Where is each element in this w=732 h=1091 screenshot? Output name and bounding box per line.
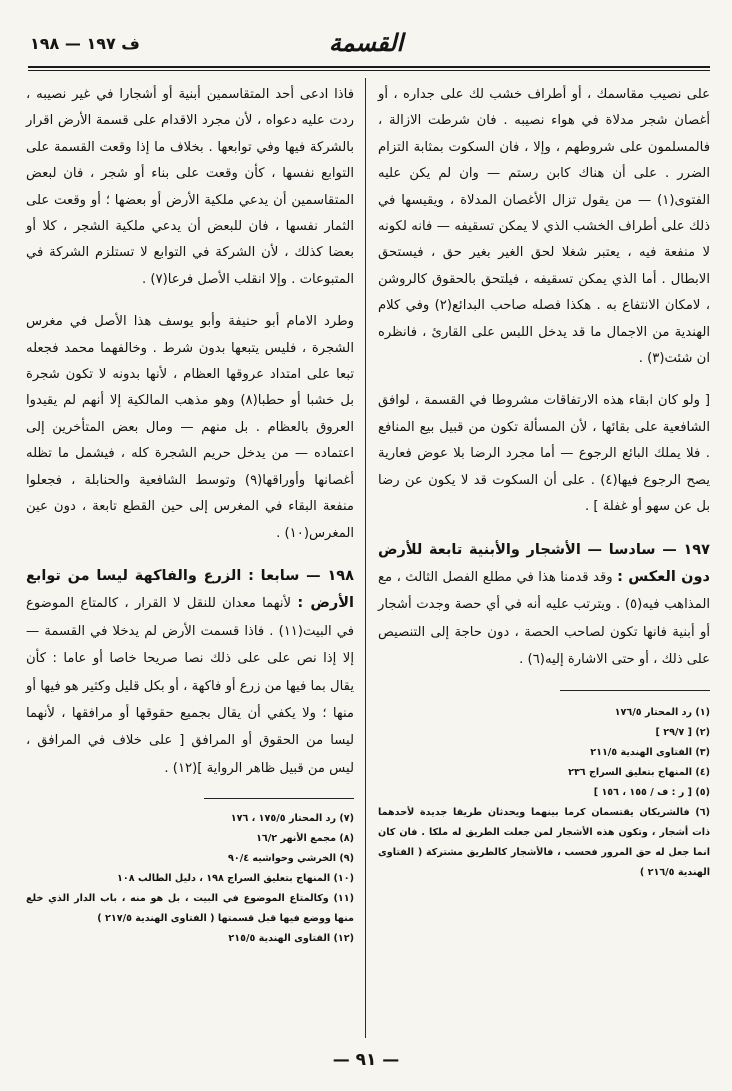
footnote-3: (٣) الفتاوى الهندية ٢١١/٥: [590, 746, 710, 758]
header-title: القسمة: [328, 28, 404, 57]
page-number: — ٩١ —: [332, 1050, 400, 1070]
left-paragraph-2: وطرد الامام أبو حنيفة وأبو يوسف هذا الأصل في مغرس الشجرة ، فليس يتبعها بدون شرط . وخالفهما محمد فجعله تبعا على امتداد عروقها العظام ، لأنها بدونه لا تكون شجرة بل خشبا أو حطبا(٨) وهو مذهب المالكية إلا أنهم لم يقيدوا العروق بالعظام . بل منهم — ومال بعض المتأخرين إلى اعتماده — من يدخل حريم الشجرة كله ، فيشمل ما تظله أغصانها وأوراقها(٩) وتوسط الشافعية والحنابلة ، فجعلوا منفعة البقاء في المغرس إلى حين القطع تابعة ، دون عين المغرس(١٠) .: [26, 314, 354, 541]
header-rule-thin: [28, 70, 710, 71]
section-197: [378, 537, 710, 674]
footnote-2: (٢) [ ٢٩/٧ ]: [655, 726, 710, 738]
footnote-12: (١٢) الفتاوى الهندية ٢١٥/٥: [228, 933, 354, 945]
left-paragraph-1: فاذا ادعى أحد المتقاسمين أبنية أو أشجارا في غير نصيبه ، ردت عليه دعواه ، لأن مجرد الاقدام على قسمة الأرض اقرار بالشركة فيها وفي توابعها . بخلاف ما إذا وقعت القسمة على التوابع نفسها ، كأن وقعت على بناء أو شجر ، فان لبعض المتقاسمين أن يدعي ملكية الأرض أو بعضها ؛ أو وقعت على الثمار نفسها ، فان للبعض أن يدعي ملكية الشجر ، كلا أو بعضا كذلك ، لأن الشركة في التوابع لا تستلزم الشركة في المتبوعات . وإلا انقلب الأصل فرعا(٧) .: [26, 87, 354, 287]
footnote-rule-right: [560, 690, 710, 691]
footnote-11: (١١) وكالمتاع الموضوع في البيت ، بل هو منه ، باب الدار الذي خلع منها ووضع فيها قبل قسمتها ( الفتاوى الهندية ٢١٧/٥ ): [26, 893, 354, 925]
footnotes-right: [378, 703, 710, 883]
section-198-body: لأنهما معدان للنقل لا القرار ، كالمتاع الموضوع في البيت(١١) . فاذا قسمت الأرض لم يدخلا في القسمة — إلا إذا نص على على ذلك نصا صريحا خاصا أو عاما : كأن يقال بما فيها من زرع أو فاكهة ، أو بكل قليل وكثير هو فيها أو منها ؛ ولا يكفي أن يقال بجميع حقوقها أو مرافقها ، لأنهما ليسا من الحقوق أو المرافق [ على خلاف في المرافق ، ليس من قبيل ظاهر الرواية ](١٢) .: [26, 596, 354, 776]
right-paragraph-1: على نصيب مقاسمك ، أو أطراف خشب لك على جداره ، أو أغصان شجر مدلاة في هواء نصيبه . فان شرطت الازالة ، فالمسلمون على شروطهم ، وإلا ، فان السكوت بمثابة التزام الضرر . على أن هناك كابن رستم — وان لم يكن عليه الفتوى(١) — من يقول تزال الأغصان المدلاة ، ويقيسها في ذلك على أطراف الخشب الذي لا يمكن تسقيفه — فانه لكونه لا منفعة فيه ، يعتبر شغلا لحق الغير بغير حق ، فيستحق الابطال . أما الذي يمكن تسقيفه ، فيلتحق بالحقوق كالروشن ، لامكان الانتفاع به . هكذا فصله صاحب البدائع(٢) وفي كلام الهندية من الاجمال ما قد يدخل اللبس على القارئ ، فانظره ان شئت(٣) .: [378, 87, 710, 367]
left-column: [26, 82, 354, 949]
footnote-9: (٩) الخرشي وحواشيه ٩٠/٤: [228, 853, 354, 865]
footnote-5: (٥) [ ر : ف / ١٥٥ ، ١٥٦ ]: [593, 786, 710, 798]
footnote-rule-left: [204, 798, 354, 799]
section-198: [26, 563, 354, 782]
footnote-6: (٦) فالشريكان يقتسمان كرما بينهما ويحدثان طريقا جديدة لأحدهما ذات أشجار ، وتكون هذه الأشجار لمن جعلت الطريق له ملكا . فان كان انما جعل له حق المرور فحسب ، فالأشجار كالطريق مشتركة ( الفتاوى الهندية ٢١٦/٥ ): [378, 806, 710, 878]
right-column: [378, 82, 710, 883]
section-197-body: وقد قدمنا هذا في مطلع الفصل الثالث ، مع المذاهب فيه(٥) . ويترتب عليه أنه في أي حصة وجدت أشجار أو أبنية فانها تكون لصاحب الحصة ، دون حاجة إلى التنصيص على ذلك ، أو حتى الاشارة إليه(٦) .: [378, 569, 710, 668]
section-198-heading: ١٩٨ — سابعا : الزرع والفاكهة ليسا من توابع الأرض :: [26, 567, 354, 612]
column-divider: [365, 78, 366, 1038]
footnote-1: (١) رد المحتار ١٧٦/٥: [614, 706, 710, 718]
section-197-heading: ١٩٧ — سادسا — الأشجار والأبنية تابعة للأرض دون العكس :: [378, 541, 710, 585]
footnote-4: (٤) المنهاج بتعليق السراج ٢٣٦: [568, 766, 710, 778]
footnote-10: (١٠) المنهاج بتعليق السراج ١٩٨ ، دليل الطالب ١٠٨: [117, 873, 354, 885]
footnote-7: (٧) رد المحتار ١٧٥/٥ ، ١٧٦: [230, 813, 354, 825]
header-page-range: ف ١٩٧ — ١٩٨: [30, 34, 140, 53]
header-rule: [28, 66, 710, 68]
footnote-8: (٨) مجمع الأنهر ١٦/٢: [256, 833, 354, 845]
right-paragraph-2: [ ولو كان ابقاء هذه الارتفاقات مشروطا في القسمة ، لوافق الشافعية على بقائها ، لأن المسألة تكون من قبيل بيع المنافع . فلا يملك البائع الرجوع — أما مجرد الرضا بلا عوض فعارية يصح الرجوع فيها(٤) . على أن السكوت قد لا يكون عن رضا بل عن سهو أو غفلة ] .: [378, 393, 710, 515]
footnotes-left: [26, 809, 354, 949]
